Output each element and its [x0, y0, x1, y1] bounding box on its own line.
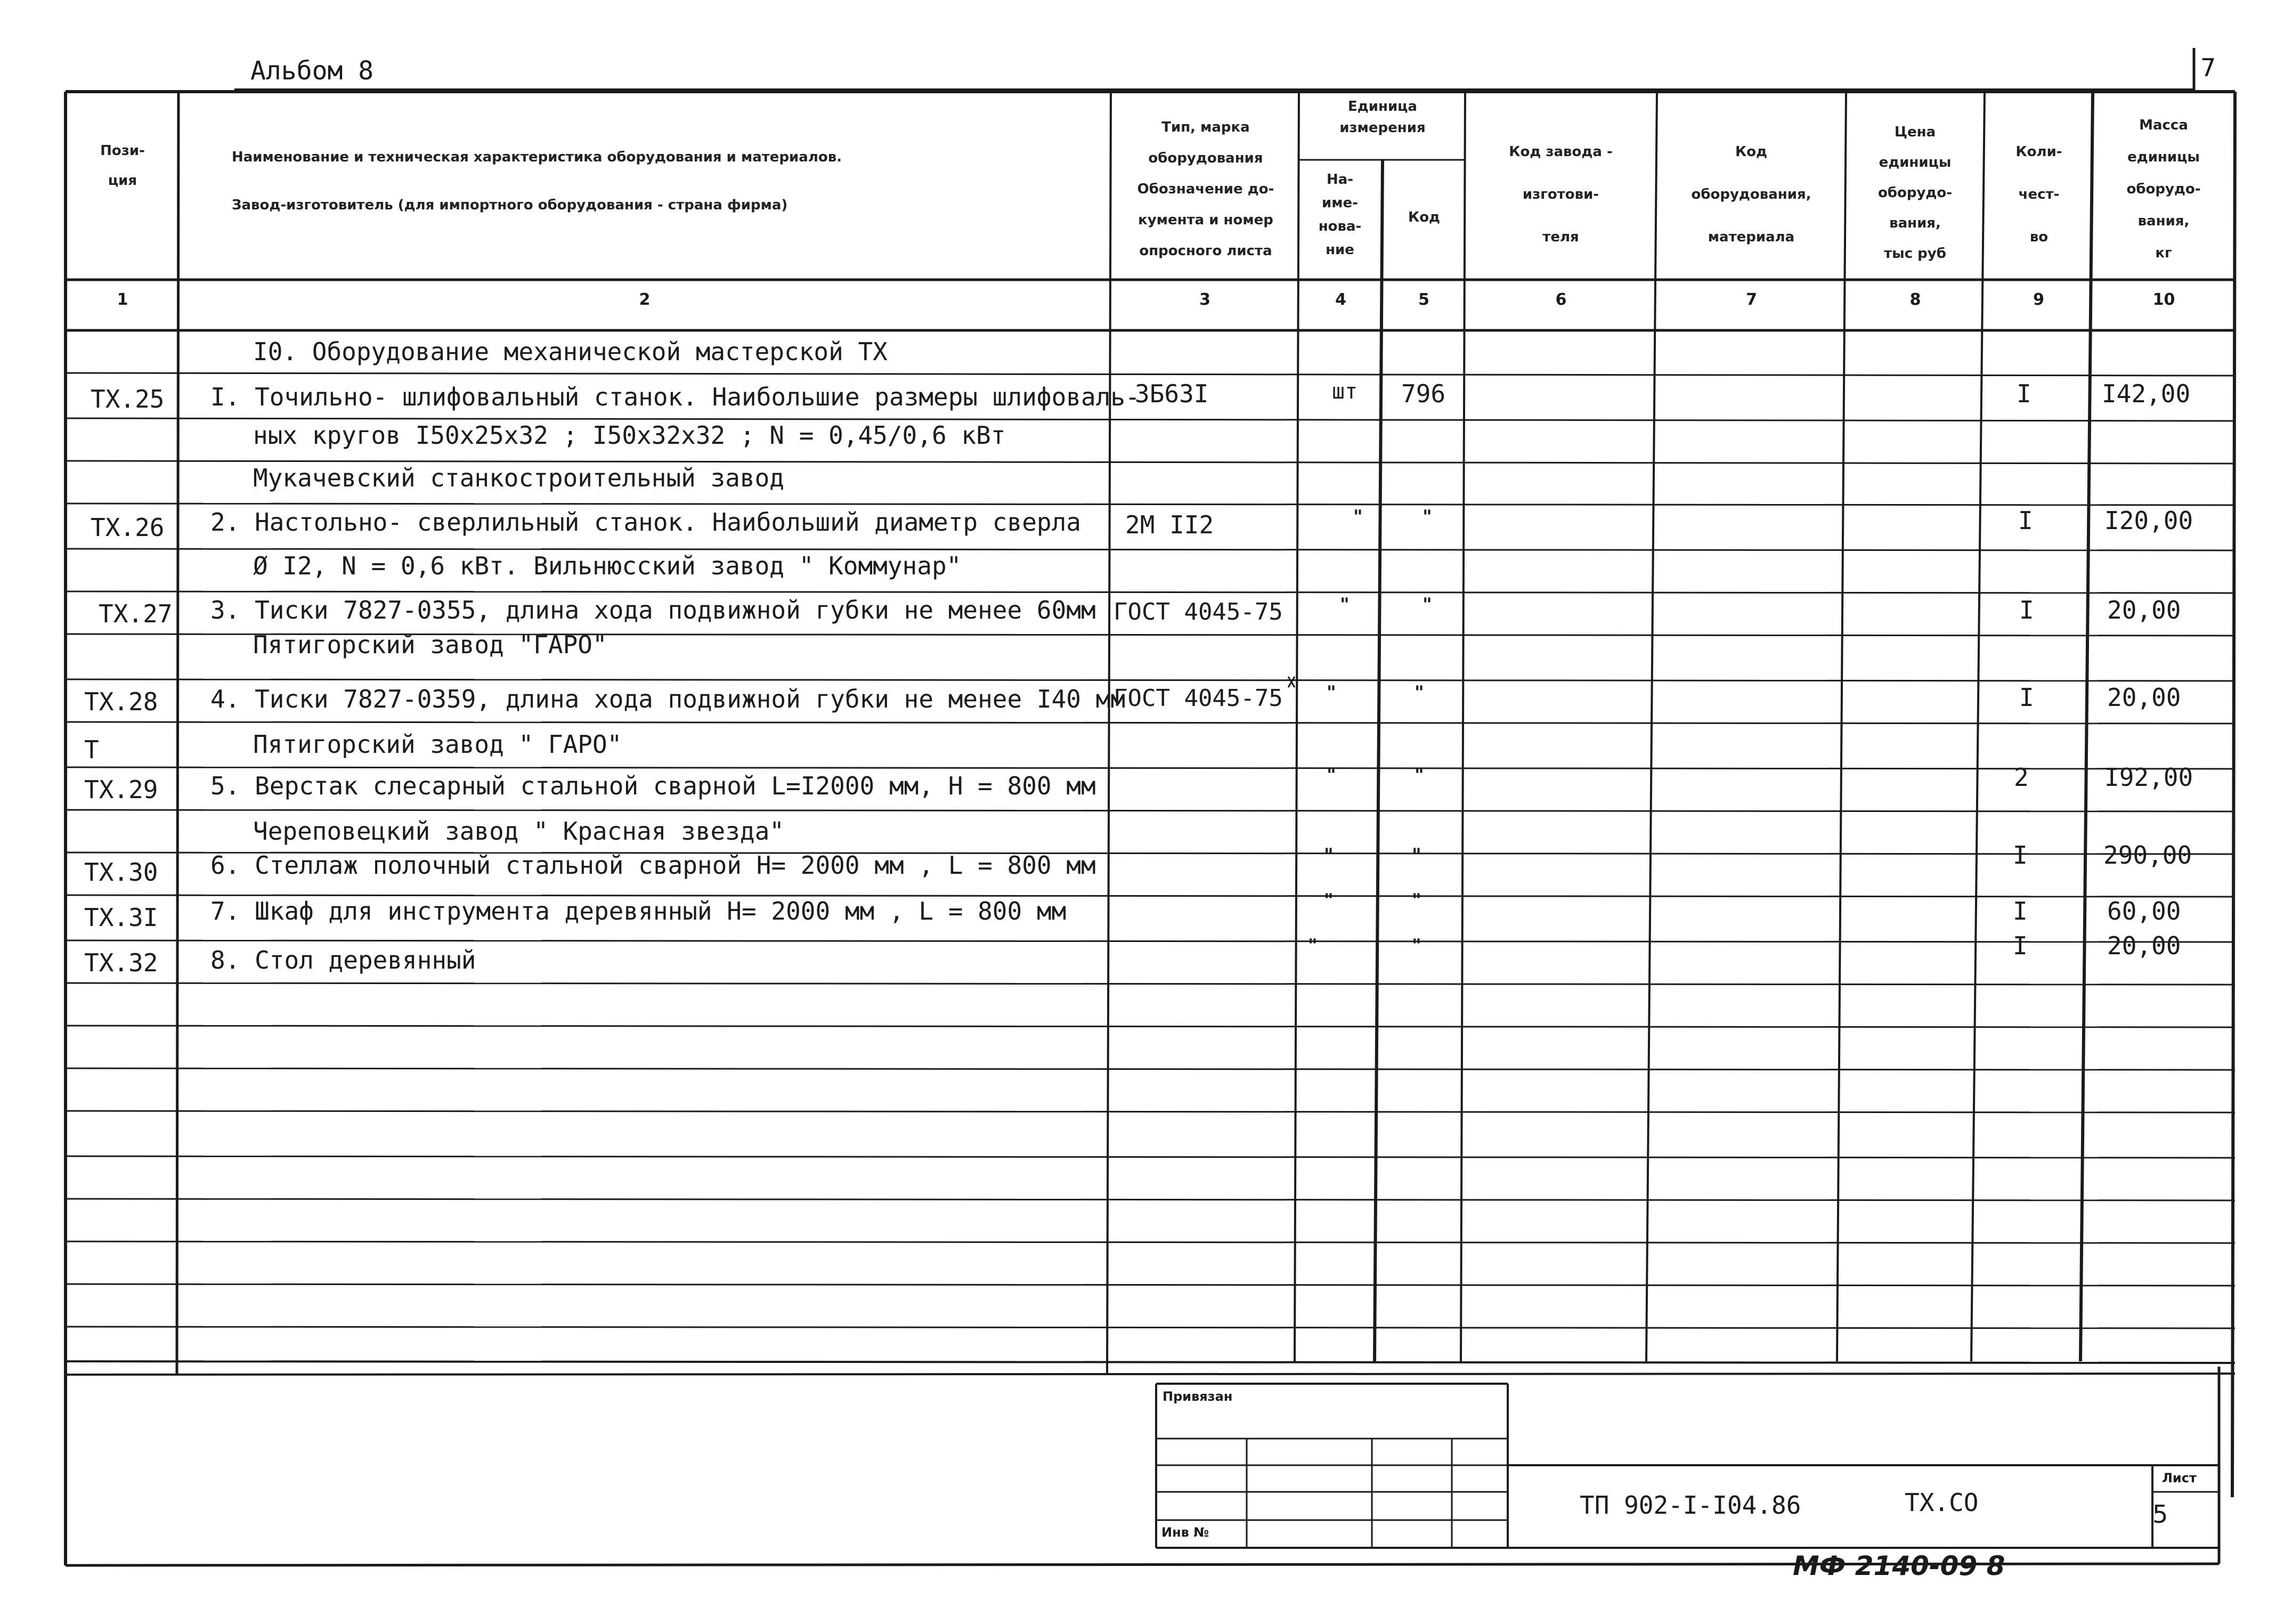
header-type-line: оборудования [1148, 150, 1263, 166]
table-row-name: Пятигорский завод " ГАРО" [253, 730, 622, 759]
header-unit-line: измерения [1339, 120, 1426, 136]
table-row-mass: 20,00 [2107, 596, 2181, 624]
album-label: Альбом 8 [250, 56, 374, 86]
table-row-type: 2М II2 [1125, 510, 1214, 539]
table-row-quantity: I [2013, 897, 2028, 925]
header-unit-name-line: нова- [1318, 218, 1362, 234]
header-mass-line: кг [2155, 245, 2172, 261]
header-position-line: ция [108, 173, 137, 189]
table-row-quantity: I [2019, 683, 2034, 712]
col-number: 4 [1335, 290, 1346, 309]
header-unit-line: Единица [1348, 99, 1417, 115]
header-type-line: Обозначение до- [1137, 181, 1274, 197]
col-number: 3 [1199, 290, 1210, 309]
table-row-position: ТХ.3I [84, 903, 158, 932]
header-manufacturer-code-line: изготови- [1522, 186, 1599, 202]
header-mass-line: единицы [2127, 149, 2200, 165]
table-row-quantity: 2 [2014, 763, 2029, 792]
table-row-position: ТХ.26 [91, 513, 165, 542]
header-price-line: единицы [1879, 155, 1952, 170]
table-row-type: ГОСТ 4045-75 [1113, 598, 1283, 626]
table-row-unit-code: " [1423, 594, 1432, 615]
col-number: 5 [1418, 290, 1429, 309]
header-unit-name [1300, 168, 1380, 262]
col-number: 6 [1555, 290, 1567, 309]
header-price-line: вания, [1889, 215, 1941, 231]
table-row-unit: " [1340, 594, 1350, 615]
table-row-quantity: I [2018, 506, 2033, 535]
table-row-name: 3. Тиски 7827-0355, длина хода подвижной губки не менее 60мм [210, 596, 1096, 624]
table-row-position: ТХ.27 [99, 599, 173, 628]
header-price-line: тыс руб [1884, 246, 1946, 262]
header-name-line: Завод-изготовитель (для импортного оборудования - страна фирма) [232, 197, 788, 213]
table-row-mass: I42,00 [2102, 379, 2191, 408]
header-quantity-line: Коли- [2015, 144, 2062, 160]
table-row-position: ТХ.30 [84, 858, 158, 887]
table-row-mass: 20,00 [2107, 931, 2181, 960]
section-title: I0. Оборудование механической мастерской ТХ [253, 337, 888, 366]
stamp-inv-number: Инв № [1161, 1525, 1209, 1540]
table-row-name: 6. Стеллаж полочный стальной сварной Н= 2000 мм , L = 800 мм [210, 851, 1096, 880]
header-type-line: кумента и номер [1138, 212, 1273, 228]
header-unit-name-line: На- [1326, 172, 1354, 188]
table-row-unit: " [1308, 935, 1318, 956]
header-mass-line: вания, [2137, 213, 2190, 229]
header-mass-line: Масса [2139, 117, 2188, 133]
table-row-name: I. Точильно- шлифовальный станок. Наибольшие размеры шлифоваль- [210, 383, 1140, 411]
table-row-unit: " [1324, 845, 1334, 866]
header-mass-line: оборудо- [2126, 181, 2201, 197]
page-corner-number: 7 [2200, 53, 2216, 82]
table-row-mass: I20,00 [2104, 506, 2193, 535]
col-number: 8 [1909, 290, 1921, 309]
table-row-position: ТХ.28 [84, 687, 158, 716]
table-row-unit-code: " [1415, 682, 1424, 703]
table-row-mass: I92,00 [2104, 763, 2193, 792]
header-type-line: опросного листа [1139, 243, 1272, 259]
stamp-sheet-code: ТХ.СО [1905, 1488, 1979, 1517]
col-number: 7 [1746, 290, 1757, 309]
table-row-type: ГОСТ 4045-75 [1113, 685, 1283, 712]
table-row-quantity: I [2019, 596, 2034, 624]
table-row-name: 2. Настольно- сверлильный станок. Наибольший диаметр сверла [210, 508, 1081, 537]
table-row-name: Ø I2, N = 0,6 кВт. Вильнюсский завод " Коммунар" [253, 551, 962, 580]
header-price-line: оборудо- [1877, 185, 1953, 201]
header-position [67, 136, 178, 196]
header-mass [2094, 109, 2233, 269]
table-row-type: 3Б63I [1135, 379, 1209, 408]
table-row-name: 8. Стол деревянный [210, 946, 476, 975]
header-name [181, 133, 1159, 229]
table-row-name: Череповецкий завод " Красная звезда" [253, 817, 784, 846]
table-row-unit-code: 796 [1401, 379, 1446, 408]
table-row-name: Мукачевский станкостроительный завод [253, 464, 784, 492]
table-row-name: Пятигорский завод "ГАРО" [253, 630, 607, 659]
footer-handwritten-code: МФ 2140-09 8 [1793, 1550, 2005, 1581]
header-price [1847, 117, 1983, 269]
table-row-unit-code: " [1412, 845, 1421, 866]
col-number: 10 [2152, 290, 2175, 309]
table-row-unit-code: " [1412, 890, 1421, 911]
table-row-name: 5. Верстак слесарный стальной сварной L=I2000 мм, Н = 800 мм [210, 772, 1096, 800]
table-row-unit: " [1324, 890, 1334, 911]
stamp-privyazan: Привязан [1163, 1389, 1233, 1404]
header-unit-code: Код [1408, 209, 1441, 225]
col-number: 2 [639, 290, 651, 309]
header-type-line: Тип, марка [1161, 119, 1250, 135]
table-row-mass: 60,00 [2107, 897, 2181, 925]
table-row-quantity: I [2013, 841, 2028, 870]
header-equipment-code-line: оборудования, [1691, 186, 1811, 202]
header-price-line: Цена [1894, 124, 1936, 140]
header-manufacturer-code-line: теля [1542, 229, 1579, 245]
table-row-unit: " [1353, 506, 1363, 527]
table-row-position: ТХ.29 [84, 775, 158, 804]
header-quantity-line: чест- [2018, 186, 2060, 202]
table-row-unit: шт [1332, 379, 1358, 404]
table-row-unit-code: " [1412, 935, 1421, 956]
header-unit-name-line: ние [1326, 242, 1354, 258]
stamp-sheet-number: 5 [2152, 1500, 2168, 1529]
header-manufacturer-code [1466, 131, 1655, 258]
table-row-unit-code: " [1423, 506, 1432, 527]
header-unit-name-line: име- [1322, 195, 1358, 211]
header-equipment-code [1658, 131, 1844, 258]
stamp-doc-code: ТП 902-I-I04.86 [1580, 1491, 1801, 1520]
table-row-mass: 290,00 [2103, 841, 2192, 870]
header-name-line: Наименование и техническая характеристика оборудования и материалов. [232, 149, 842, 165]
table-row-name: 4. Тиски 7827-0359, длина хода подвижной губки не менее I40 мм [210, 685, 1126, 713]
header-manufacturer-code-line: Код завода - [1509, 144, 1613, 160]
table-row-position: Т [84, 735, 99, 764]
table-row-name: ных кругов I50х25х32 ; I50х32х32 ; N = 0,45/0,6 кВт [253, 421, 1006, 450]
table-row-unit: " [1327, 765, 1336, 786]
header-position-line: Пози- [100, 143, 145, 159]
col-number: 9 [2033, 290, 2044, 309]
stamp-sheet-label: Лист [2162, 1471, 2197, 1485]
table-row-quantity: I [2017, 379, 2031, 408]
header-equipment-code-line: Код [1735, 144, 1768, 160]
table-row-unit: " [1327, 682, 1336, 703]
table-row-position: ТХ.32 [84, 948, 158, 977]
table-row-mass: 20,00 [2107, 683, 2181, 712]
table-row-position: ТХ.25 [91, 385, 165, 413]
header-type [1112, 112, 1299, 266]
table-row-quantity: I [2013, 931, 2028, 960]
header-quantity-line: во [2029, 229, 2049, 245]
table-row-name: 7. Шкаф для инструмента деревянный Н= 2000 мм , L = 800 мм [210, 897, 1067, 925]
header-unit-group [1300, 96, 1465, 139]
header-equipment-code-line: материала [1708, 229, 1795, 245]
col-number: 1 [117, 290, 128, 309]
table-row-unit-code: " [1415, 765, 1424, 786]
header-quantity [1986, 131, 2092, 258]
